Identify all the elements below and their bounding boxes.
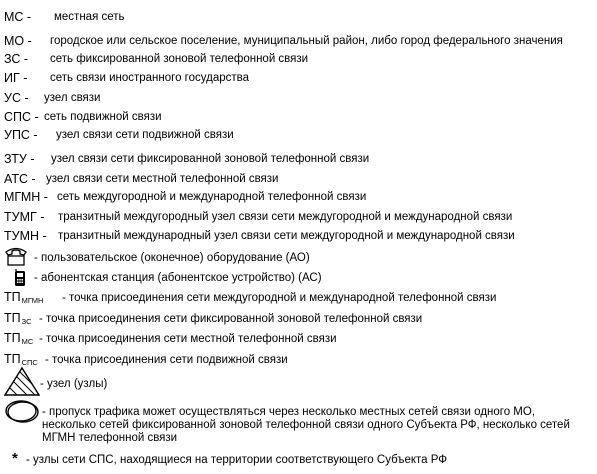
abbr-tp-sps-sub: СПС [21, 358, 38, 367]
desc-tp-zs: - точка присоединения сети фиксированной зоновой телефонной связи [39, 313, 423, 325]
desc-tumn: транзитный международный узел связи сети междугородной и международной связи [58, 230, 515, 242]
abbr-ig: ИГ - [4, 71, 28, 85]
desc-asterisk: - узлы сети СПС, находящиеся на территории соответствующего Субъекта РФ [26, 454, 448, 466]
abbr-ups: УПС - [4, 128, 38, 142]
abbr-tp-mgmn-main: ТП [4, 290, 21, 304]
mobile-phone-icon [14, 269, 26, 287]
abbr-tp-zs-main: ТП [4, 311, 21, 325]
abbr-sps: СПС - [4, 110, 39, 124]
abbr-tp-sps-main: ТП [4, 352, 21, 366]
desc-mgmn: сеть междугородной и международной телефонной связи [57, 191, 367, 203]
desc-us: узел связи [44, 92, 101, 104]
desc-tp-ms: - точка присоединения сети местной телефонной связи [39, 333, 337, 345]
desc-zs: сеть фиксированной зоновой телефонной связи [50, 53, 309, 65]
abbr-tp-mgmn [4, 290, 43, 306]
desc-tumg: транзитный междугородный узел связи сети междугородной и международной связи [58, 211, 513, 223]
abbr-tp-ms-main: ТП [4, 331, 21, 345]
abbr-tp-mgmn-sub: МГМН [21, 296, 44, 305]
abbr-asterisk: * [12, 450, 18, 467]
abbr-mo: МО - [4, 34, 32, 48]
abbr-mc: МС - [4, 10, 32, 24]
abbr-tp-ms [4, 331, 33, 347]
abbr-tp-zs-sub: ЗС [21, 317, 32, 326]
desc-ig: сеть связи иностранного государства [50, 72, 250, 84]
abbr-tp-zs [4, 311, 32, 327]
desc-as: - абонентская станция (абонентское устройство) (АС) [34, 272, 322, 284]
desc-tp-mgmn: - точка присоединения сети междугородной и международной телефонной связи [62, 292, 497, 304]
node-triangle-icon [4, 366, 40, 396]
desc-node: - узел (узлы) [40, 378, 108, 390]
desc-traffic: - пропуск трафика может осуществляться через несколько местных сетей связи одного МО, несколько сетей фиксированной зоновой телефонной связи одного Субъекта РФ, несколько сетей МГМН телефонной связи [42, 406, 570, 444]
abbr-mgmn: МГМН - [4, 190, 48, 204]
abbr-zs: ЗС - [4, 52, 29, 66]
desc-mc: местная сеть [54, 11, 125, 23]
abbr-tumg: ТУМГ - [4, 210, 45, 224]
desc-mo: городское или сельское поселение, муниципальный район, либо город федерального значения [50, 35, 563, 47]
abbr-tp-ms-sub: МС [21, 337, 34, 346]
desc-ztu: узел связи сети фиксированной зоновой телефонной связи [51, 153, 370, 165]
desc-ao: - пользовательское (оконечное) оборудование (АО) [34, 252, 310, 264]
desc-sps: сеть подвижной связи [44, 111, 162, 123]
abbr-tumn: ТУМН - [4, 229, 47, 243]
desc-tp-sps: - точка присоединения сети подвижной связи [45, 354, 288, 366]
ellipse-icon [4, 399, 40, 425]
desc-ups: узел связи сети подвижной связи [56, 129, 234, 141]
telephone-icon [5, 246, 27, 266]
abbr-us: УС - [4, 91, 29, 105]
abbr-ats: АТС - [4, 172, 36, 186]
abbr-ztu: ЗТУ - [4, 152, 35, 166]
desc-ats: узел связи сети местной телефонной связи [46, 173, 279, 185]
